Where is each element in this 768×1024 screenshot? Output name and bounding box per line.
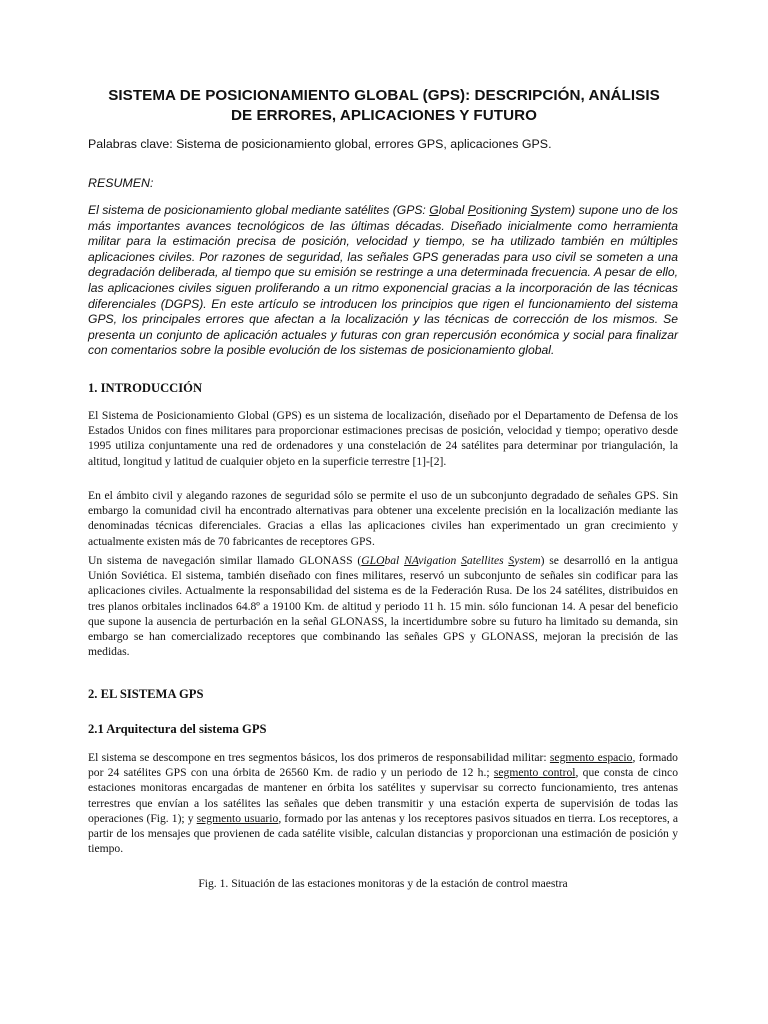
glonass-underlined-glo: GLO [361, 554, 385, 567]
subsection-2-1-heading: 2.1 Arquitectura del sistema GPS [88, 722, 267, 736]
glonass-underlined-s1: S [461, 554, 467, 567]
glonass-underlined-s2: S [508, 554, 515, 567]
abstract-underlined-s: S [530, 203, 539, 217]
abstract-body: ) supone uno de los más importantes avances tecnológicos de las últimas décadas. Diseñado inicialmente como herramienta militar para la estimación precisa de posición, velocidad y tiempo, se ha utilizado también en múltiples aplicaciones civiles. Por razones de seguridad, las señales GPS generadas para uso civil se someten a una degradación deliberada, al tiempo que su emisión se restringe a una determinada frecuencia. A pesar de ello, las aplicaciones civiles siguen proliferando a un ritmo exponencial gracias a la incorporación de las técnicas diferenciales (DGPS). En este artículo se introducen los principios que rigen el funcionamiento del sistema GPS, los principales errores que afectan a la localización y las técnicas de corrección de los mismos. Se presenta un conjunto de aplicación actuales y futuras con gran repercusión económica y social para finalizar con comentarios sobre la posible evolución de los sistemas de posicionamiento global. [88, 203, 678, 358]
intro-paragraph-2: En el ámbito civil y alegando razones de seguridad sólo se permite el uso de un subconjunto degradado de señales GPS. Sin embargo la comunidad civil ha encontrado alternativas para obtener una excelente precisión en la localización mediante las denominadas técnicas diferenciales. Gracias a ellas las aplicaciones civiles han experimentado un gran crecimiento y actualmente existen más de 70 fabricantes de receptores GPS. [88, 489, 678, 548]
abstract-word-ositioning: ositioning [475, 203, 531, 217]
segmento-espacio: segmento espacio [549, 751, 633, 764]
arch-text-4: , formado por las antenas y los receptores pasivos situados en tierra. Los receptores, a partir de los mensajes que provienen de cada satélite visible, calculan distancias y proporcionan una estimación de posición y tiempo. [88, 811, 678, 856]
section-2-heading: 2. EL SISTEMA GPS [88, 687, 204, 701]
glonass-lead: Un sistema de navegación similar llamado GLONASS ( [88, 554, 362, 567]
abstract-lead: El sistema de posicionamiento global mediante satélites (GPS: [88, 203, 430, 217]
title-line-1: SISTEMA DE POSICIONAMIENTO GLOBAL (GPS): DESCRIPCIÓN, ANÁLISIS [108, 87, 660, 104]
abstract-heading: RESUMEN: [88, 176, 154, 190]
arch-text-2: , formado por 24 satélites GPS con una órbita de 26560 Km. de radio y un periodo de 12 h.; [88, 751, 678, 780]
abstract-word-ystem: ystem [538, 203, 572, 217]
arch-text-1: El sistema se descompone en tres segmentos básicos, los dos primeros de responsabilidad militar: [88, 751, 550, 764]
glonass-word-vigation: vigation [418, 554, 462, 567]
segmento-control: segmento control [493, 766, 576, 780]
abstract-underlined-g: G [429, 203, 439, 217]
arch-text-3: , que consta de cinco estaciones monitoras encargadas de mantener en órbita los satélites y supervisar su correcto funcionamiento, tres antenas terrestres que envían a los satélites las señales que deben transmitir y una estación experta de supervisión de todas las operaciones (Fig. 1); y [88, 766, 678, 825]
abstract-underlined-p: P [467, 203, 476, 217]
title-line-2: DE ERRORES, APLICACIONES Y FUTURO [231, 107, 537, 124]
glonass-underlined-na: NA [404, 554, 419, 567]
abstract-text [88, 203, 678, 359]
abstract-word-lobal: lobal [438, 203, 468, 217]
glonass-body: ) se desarrolló en la antigua Unión Soviética. El sistema, también diseñado con fines militares, reservó un subconjunto de señales sin codificar para las aplicaciones civiles. Actualmente la responsabilidad del sistema es de la Federación Rusa. De los 24 satélites, distribuidos en tres planos orbitales inclinados 64.8º a 19100 Km. de altitud y periodo 11 h. 15 min. sólo funcionan 14. A pesar del beneficio que supone la ausencia de perturbación en la señal GLONASS, la incertidumbre sobre su futuro ha limitado su demanda, sin embargo se han comercializado receptores que combinando las señales GPS y GLONASS, mejoran la precisión de las medidas. [88, 554, 679, 659]
glonass-word-ystem: ystem [514, 554, 541, 567]
paper-title [70, 86, 698, 126]
figure-1-caption: Fig. 1. Situación de las estaciones monitoras y de la estación de control maestra [198, 877, 568, 890]
glonass-word-atellites: atellites [466, 554, 509, 567]
architecture-paragraph [88, 750, 678, 856]
keywords: Palabras clave: Sistema de posicionamiento global, errores GPS, aplicaciones GPS. [88, 137, 552, 151]
intro-paragraph-1: El Sistema de Posicionamiento Global (GPS) es un sistema de localización, diseñado por el Departamento de Defensa de los Estados Unidos con fines militares para proporcionar estimaciones precisas de posición, velocidad y tiempo; operativo desde 1995 utiliza conjuntamente una red de ordenadores y una constelación de 24 satélites para determinar por triangulación, la altitud, longitud y latitud de cualquier objeto en la superficie terrestre [1]-[2]. [88, 409, 678, 468]
glonass-word-bal: bal [384, 554, 405, 567]
segmento-usuario: segmento usuario [196, 811, 279, 825]
intro-paragraph-3 [88, 553, 678, 659]
section-1-heading: 1. INTRODUCCIÓN [88, 381, 203, 395]
